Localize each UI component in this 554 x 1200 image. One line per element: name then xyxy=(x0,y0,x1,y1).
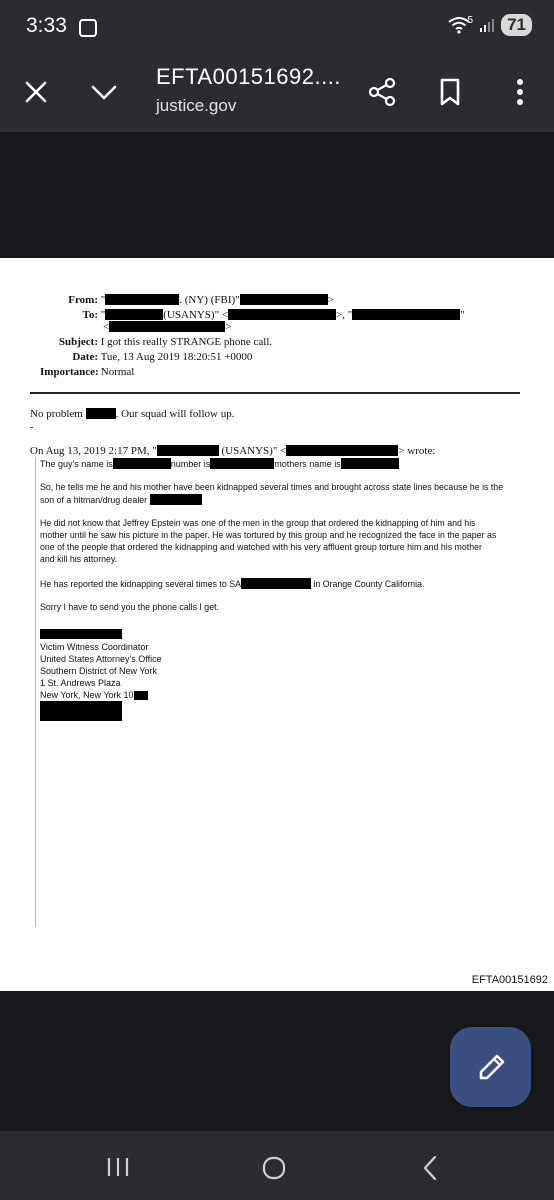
pencil-icon xyxy=(450,1027,531,1107)
sig-city-row xyxy=(40,690,148,700)
para4-a: He has reported the kidnapping several times to SA xyxy=(40,579,241,589)
to-label: To: xyxy=(82,309,98,321)
importance-row xyxy=(40,366,134,378)
reply-line xyxy=(30,408,234,420)
to-row-2 xyxy=(103,321,231,333)
share-icon[interactable] xyxy=(366,76,398,108)
reply-dash: - xyxy=(30,422,34,433)
document-page[interactable] xyxy=(0,258,554,991)
para5: Sorry I have to send you the phone calls I get. xyxy=(40,602,219,612)
redaction xyxy=(40,701,122,721)
to-end: " xyxy=(460,309,465,321)
redaction xyxy=(113,458,171,469)
redaction xyxy=(352,309,460,320)
redaction xyxy=(105,309,163,320)
redaction xyxy=(241,578,311,589)
redaction xyxy=(157,445,219,456)
from-label: From: xyxy=(68,294,98,306)
redaction xyxy=(150,494,202,505)
para4 xyxy=(40,578,424,589)
subject-label: Subject: xyxy=(58,336,98,348)
quoted-header-post: > wrote: xyxy=(398,445,436,457)
more-vert-icon[interactable] xyxy=(506,76,534,108)
from-quote: " xyxy=(100,294,106,306)
close-icon[interactable] xyxy=(20,76,52,108)
to-line2-end: > xyxy=(225,321,232,333)
status-right xyxy=(448,14,532,36)
battery-indicator: 71 xyxy=(501,14,532,36)
quoted-header-mid: (USANYS)" < xyxy=(221,445,287,457)
reply-post: . Our squad will follow up. xyxy=(115,408,235,420)
redaction xyxy=(341,458,399,469)
screenshot-icon xyxy=(79,19,97,37)
importance-value: Normal xyxy=(100,366,135,378)
from-org: . (NY) (FBI)" xyxy=(179,294,240,306)
sig-address: 1 St. Andrews Plaza xyxy=(40,678,121,688)
back-icon[interactable] xyxy=(420,1155,440,1181)
from-end: > xyxy=(327,294,334,306)
date-row xyxy=(40,351,252,363)
para3-line3: one of the people that ordered the kidnapping and watched with his very affluent group torture him and his mother xyxy=(40,542,482,552)
browser-toolbar xyxy=(0,52,554,132)
sig-city: New York, New York 10 xyxy=(40,690,134,700)
redaction xyxy=(86,408,116,419)
signal-icon xyxy=(479,17,495,33)
redaction xyxy=(210,458,274,469)
home-icon[interactable] xyxy=(262,1156,286,1180)
network-type-label: 5 xyxy=(467,14,474,26)
to-sep: >, " xyxy=(336,309,353,321)
recents-icon[interactable] xyxy=(106,1157,130,1177)
para3-line2: mother until he saw his picture in the paper. He was tortured by this group and he recognized the face in the paper as xyxy=(40,530,497,540)
page-url: justice.gov xyxy=(156,96,237,115)
chevron-down-icon[interactable] xyxy=(88,76,120,108)
name-label: The guy's name is xyxy=(40,459,113,469)
redaction xyxy=(134,691,148,700)
subject-row xyxy=(40,336,272,348)
status-bar xyxy=(0,0,554,52)
to-org: (USANYS)" < xyxy=(163,309,229,321)
para2-text: son of a hitman/drug dealer xyxy=(40,495,148,505)
redaction xyxy=(228,309,336,320)
status-time: 3:33 xyxy=(26,14,67,37)
para2-line1: So, he tells me he and his mother have been kidnapped several times and brought across state lines because he is the xyxy=(40,482,504,492)
redaction xyxy=(105,294,179,305)
date-value: Tue, 13 Aug 2019 18:20:51 +0000 xyxy=(100,351,253,363)
quote-bar xyxy=(35,457,36,927)
para3-line4: and kill his attorney. xyxy=(40,554,118,564)
sig-office: United States Attorney's Office xyxy=(40,654,162,664)
header-divider xyxy=(30,392,520,394)
document-id-footer: EFTA00151692 xyxy=(471,974,548,986)
sig-district: Southern District of New York xyxy=(40,666,158,676)
edit-fab-button[interactable] xyxy=(450,1027,531,1107)
redaction xyxy=(109,321,225,332)
subject-value: I got this really STRANGE phone call. xyxy=(100,336,273,348)
sig-title: Victim Witness Coordinator xyxy=(40,642,149,652)
redaction xyxy=(40,629,122,639)
date-label: Date: xyxy=(72,351,98,363)
page-title: EFTA00151692.... xyxy=(156,64,341,89)
para4-b: in Orange County California. xyxy=(313,579,425,589)
to-quote: " xyxy=(100,309,106,321)
bookmark-icon[interactable] xyxy=(434,76,466,108)
mother-name-label: mothers name is xyxy=(274,459,341,469)
redaction xyxy=(286,445,398,456)
quoted-header-pre: On Aug 13, 2019 2:17 PM, " xyxy=(30,445,157,457)
viewer-background xyxy=(0,132,554,258)
to-row xyxy=(40,309,465,321)
number-label: number is xyxy=(170,459,211,469)
quoted-line-1 xyxy=(40,458,399,469)
reply-pre: No problem xyxy=(30,408,83,420)
wifi-icon xyxy=(448,16,470,34)
para3-line1: He did not know that Jeffrey Epstein was one of the men in the group that ordered the kidnapping of him and his xyxy=(40,518,476,528)
importance-label: Importance: xyxy=(40,366,99,378)
redaction xyxy=(240,294,328,305)
para2-line2 xyxy=(40,494,202,505)
to-line2-open: < xyxy=(103,321,110,333)
quoted-header xyxy=(30,445,435,457)
from-row xyxy=(40,294,334,306)
